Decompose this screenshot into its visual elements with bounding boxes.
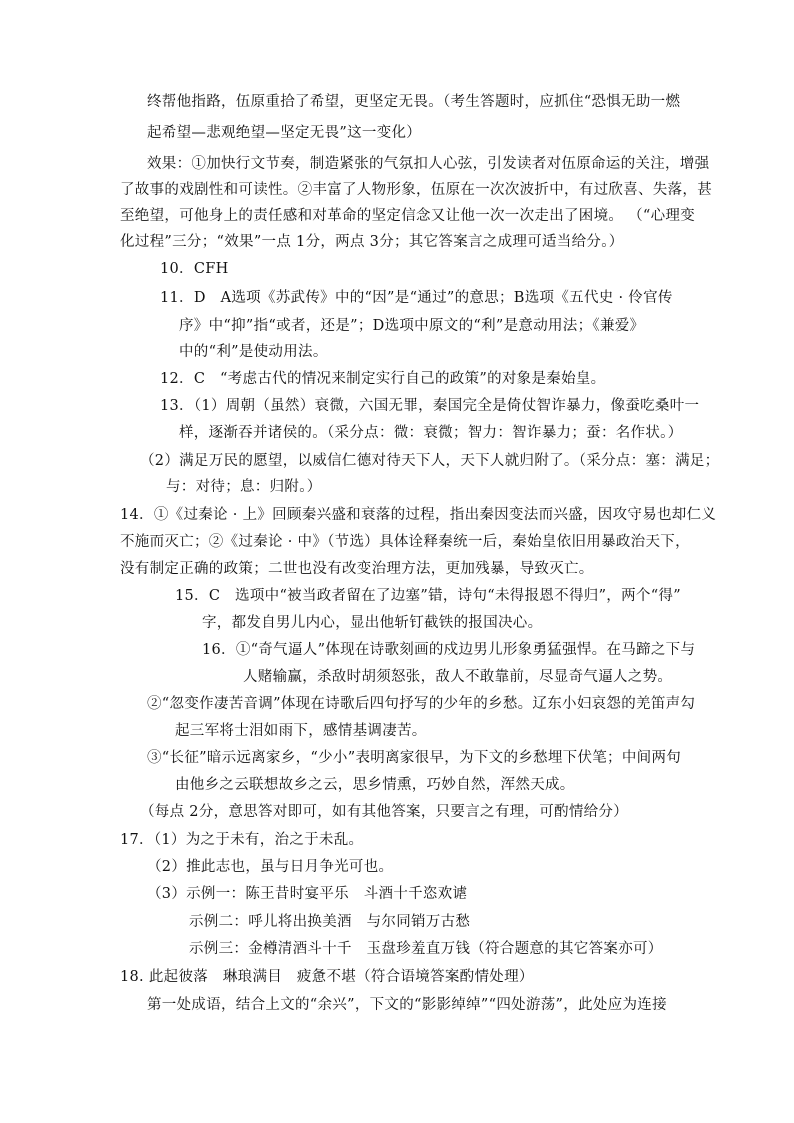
text-line: 起三军将士泪如雨下，感情基调凄苦。 [175, 723, 427, 739]
text-line: 与：对待；息：归附。） [166, 479, 322, 495]
text-line: 没有制定正确的政策；二世也没有改变治理方法，更加残暴，导致灭亡。 [120, 561, 594, 577]
text-line: 至绝望，可他身上的责任感和对革命的坚定信念又让他一次一次走出了困境。 （“心理变 [120, 208, 696, 224]
text-line: 示例二：呼儿将出换美酒 与尔同销万古愁 [189, 914, 471, 930]
answer-13: 13．（1）周朝（虽然）衰微，六国无罪，秦国完全是倚仗智诈暴力，像蚕吃桑叶一 [160, 398, 700, 414]
answer-10: 10．CFH [160, 261, 229, 277]
scoring-note: （每点 2分，意思答对即可，如有其他答案，只要言之有理，可酌情给分） [140, 804, 629, 820]
answer-16: 16．①“奇气逼人”体现在诗歌刻画的戍边男儿形象勇猛强悍。在马蹄之下与 [202, 642, 696, 658]
answer-11: 11．D A选项《苏武传》中的“因”是“通过”的意思；B选项《五代史 · 伶官传 [160, 290, 673, 306]
text-line: 样，逐渐吞并诸侯的。（采分点：微：衰微；智力：智诈暴力；蚕：名作状。） [179, 425, 683, 441]
text-line: 化过程”三分；“效果”一点 1分，两点 3分；其它答案言之成理可适当给分。） [120, 234, 624, 250]
text-line: 字，都发自男儿内心，显出他斩钉截铁的报国决心。 [202, 615, 543, 631]
text-line: 起希望—悲观绝望—坚定无畏”这一变化） [147, 125, 422, 141]
answer-17: 17．（1）为之于未有，治之于未乱。 [120, 832, 364, 848]
text-line: 人赌输赢，杀敌时胡须怒张，敌人不敢靠前，尽显奇气逼人之势。 [243, 669, 673, 685]
text-line: 了故事的戏剧性和可读性。②丰富了人物形象，伍原在一次次波折中，有过欣喜、失落，甚 [120, 182, 712, 198]
text-line: 序》中“抑”指“或者，还是”；D选项中原文的“利”是意动用法；《兼爱》 [179, 318, 645, 334]
answer-15: 15．C 选项中“被当政者留在了边塞”错，诗句“未得报恩不得归”，两个“得” [175, 588, 681, 604]
text-line: （3）示例一：陈王昔时宴平乐 斗酒十千恣欢谑 [147, 886, 468, 902]
text-line: （2）推此志也，虽与日月争光可也。 [147, 859, 394, 875]
text-line: 示例三：金樽清酒斗十千 玉盘珍羞直万钱（符合题意的其它答案亦可） [189, 941, 663, 957]
text-line: 不施而灭亡；②《过秦论 · 中》（节选）具体诠释秦统一后，秦始皇依旧用暴政治天下， [120, 534, 690, 550]
text-line: （2）满足万民的愿望，以威信仁德对待天下人，天下人就归附了。（采分点：塞：满足； [140, 453, 720, 469]
text-line: 终帮他指路，伍原重拾了希望，更坚定无畏。（考生答题时，应抓住“恐惧无助一燃 [147, 94, 681, 110]
text-line: ③“长征”暗示远离家乡，“少小”表明离家很早，为下文的乡愁埋下伏笔；中间两句 [147, 750, 682, 766]
text-line: 第一处成语，结合上文的“余兴”，下文的“影影绰绰”“四处游荡”，此处应为连接 [147, 997, 667, 1013]
answer-14: 14．①《过秦论 · 上》回顾秦兴盛和衰落的过程，指出秦因变法而兴盛，因攻守易也却仁义 [120, 507, 717, 523]
text-line: 效果：①加快行文节奏，制造紧张的气氛扣人心弦，引发读者对伍原命运的关注，增强 [147, 156, 710, 172]
answer-12: 12．C “考虑古代的情况来制定实行自己的政策”的对象是秦始皇。 [160, 371, 606, 387]
text-line: 由他乡之云联想故乡之云，思乡情熏，巧妙自然，浑然天成。 [175, 777, 575, 793]
text-line: ②“忽变作凄苦音调”体现在诗歌后四句抒写的少年的乡愁。辽东小妇哀怨的羌笛声勾 [147, 696, 696, 712]
answer-18: 18. 此起彼落 琳琅满目 疲惫不堪（符合语境答案酌情处理） [120, 969, 534, 985]
text-line: 中的“利”是使动用法。 [179, 344, 328, 360]
